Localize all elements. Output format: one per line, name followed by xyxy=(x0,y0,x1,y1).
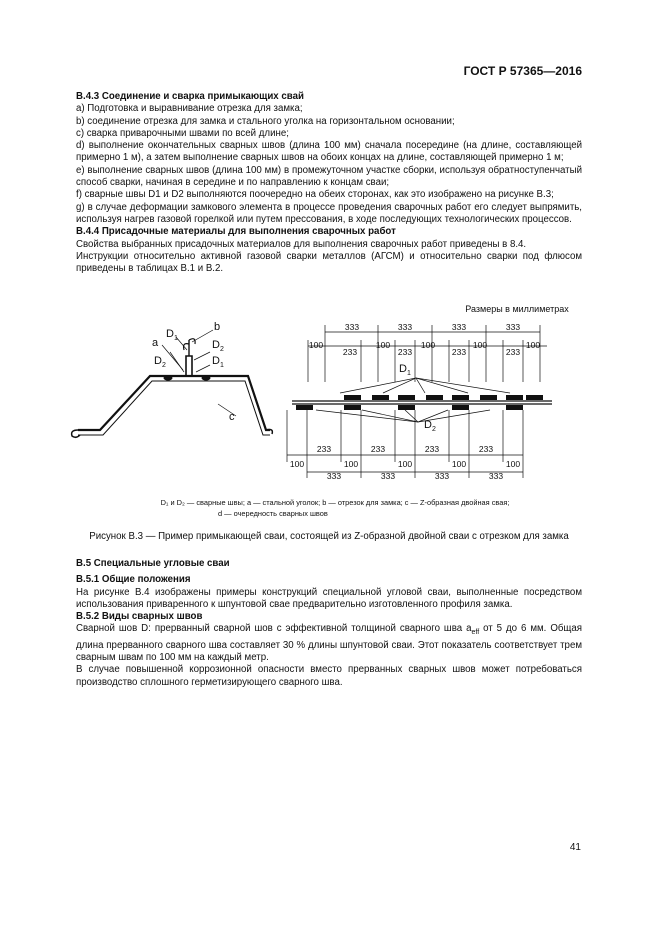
svg-text:2: 2 xyxy=(162,362,166,369)
dim-label: 333 xyxy=(380,471,396,481)
label-D1-right: D xyxy=(212,355,220,367)
list-item: d) выполнение окончательных сварных швов (длина 100 мм) сначала посередине (на длине, составляющей примерно 1 м), а затем выполнение сварных швов на обоих концах на длине, составляющей примерно 1 м; xyxy=(76,140,582,164)
svg-text:1: 1 xyxy=(220,362,224,369)
dim-label: 100 xyxy=(375,340,391,350)
label-D1: D xyxy=(166,328,174,340)
paragraph: Инструкции относительно активной газовой сварки металлов (АГСМ) и относительно сварки под флюсом приведены в таблицах В.1 и В.2. xyxy=(76,250,582,275)
dim-label: 100 xyxy=(505,459,521,469)
section-title: В.5 Специальные угловые сваи xyxy=(76,558,230,569)
dim-label: 333 xyxy=(326,471,342,481)
svg-text:1: 1 xyxy=(407,370,411,377)
dim-label: 100 xyxy=(343,459,359,469)
list-item: а) Подготовка и выравнивание отрезка для замка; xyxy=(76,103,303,115)
legend-line: d — очередность сварных швов xyxy=(218,509,328,518)
page-number: 41 xyxy=(569,842,581,853)
label-D2-seq: D xyxy=(424,419,432,431)
dim-label: 233 xyxy=(316,444,332,454)
section-title: В.4.3 Соединение и сварка примыкающих свай xyxy=(76,91,304,102)
list-item: с) сварка приварочными швами по всей длине; xyxy=(76,127,289,139)
document-code: ГОСТ Р 57365—2016 xyxy=(463,64,582,78)
svg-text:2: 2 xyxy=(220,346,224,353)
label-a: a xyxy=(152,337,159,349)
dim-label: 333 xyxy=(488,471,504,481)
dim-label: 333 xyxy=(397,322,413,332)
dim-label: 100 xyxy=(451,459,467,469)
dim-label: 333 xyxy=(344,322,360,332)
section-title: В.5.1 Общие положения xyxy=(76,574,191,586)
paragraph: На рисунке В.4 изображены примеры конструкций специальной угловой сваи, выполненные посредством использования приваренного к шпунтовой свае предварительно изготовленного профиля замка. xyxy=(76,586,582,610)
paragraph xyxy=(76,623,582,664)
dim-label: 233 xyxy=(424,444,440,454)
section-b5 xyxy=(76,558,582,689)
svg-text:2: 2 xyxy=(432,426,436,433)
dim-label: 100 xyxy=(525,340,541,350)
dim-label: 100 xyxy=(289,459,305,469)
figure-caption: Рисунок В.3 — Пример примыкающей сваи, состоящей из Z-образной двойной сваи с отрезком для замка xyxy=(89,531,569,542)
figure-legend xyxy=(100,497,570,519)
dim-label: 100 xyxy=(420,340,436,350)
units-note: Размеры в миллиметрах xyxy=(465,304,569,314)
label-b: b xyxy=(214,321,221,333)
label-D1-seq: D xyxy=(399,363,407,375)
dim-label: 233 xyxy=(342,347,358,357)
dim-label: 233 xyxy=(505,347,521,357)
paragraph-part: от 5 до 6 мм. Общая длина прерванного сварного шва составляет 30 % длины шпунтовой сваи. Этот показатель соответствует трем сварным швам по 100 мм на каждый метр. xyxy=(76,623,583,664)
dim-label: 100 xyxy=(308,340,324,350)
dim-label: 333 xyxy=(434,471,450,481)
label-c: c xyxy=(229,411,235,423)
dim-label: 233 xyxy=(451,347,467,357)
svg-text:1: 1 xyxy=(174,335,178,342)
dim-label: 100 xyxy=(472,340,488,350)
section-title: В.5.2 Виды сварных швов xyxy=(76,611,203,623)
paragraph: Свойства выбранных присадочных материалов для выполнения сварочных работ приведены в 8.4. xyxy=(76,238,527,250)
dim-label: 333 xyxy=(451,322,467,332)
list-item: b) соединение отрезка для замка и стального уголка на горизонтальном основании; xyxy=(76,115,455,127)
dim-label: 233 xyxy=(478,444,494,454)
dim-label: 100 xyxy=(397,459,413,469)
list-item: g) в случае деформации замкового элемента в процессе проведения сварочных работ его следует выпрямить, используя нагрев газовой горелкой или путем прессования, в ходе последующих технологических процессов. xyxy=(76,201,582,225)
section-title: В.4.4 Присадочные материалы для выполнения сварочных работ xyxy=(76,226,396,238)
dim-label: 233 xyxy=(370,444,386,454)
subscript: eff xyxy=(471,629,480,637)
dim-label: 333 xyxy=(505,322,521,332)
label-D2-right: D xyxy=(212,339,220,351)
legend-line: D₁ и D₂ — сварные швы; a — стальной уголок; b — отрезок для замка; c — Z-образная двойная свая; xyxy=(160,498,510,507)
list-item: f) сварные швы D1 и D2 выполняются поочередно на обеих сторонах, как это изображено на рисунке В.3; xyxy=(76,189,554,201)
paragraph-part: Сварной шов D: прерванный сварной шов с эффективной толщиной сварного шва a xyxy=(76,623,472,635)
label-D2-left: D xyxy=(154,355,162,367)
list-item: е) выполнение сварных швов (длина 100 мм) в промежуточном участке сборки, используя обратноступенчатый способ сварки, начиная в середине и по направлению к концам сваи; xyxy=(76,164,582,189)
dim-label: 233 xyxy=(397,347,413,357)
paragraph: В случае повышенной коррозионной опасности вместо прерванных сварных швов может потребоваться производство сплошного герметизирующего сварного шва. xyxy=(76,664,582,688)
